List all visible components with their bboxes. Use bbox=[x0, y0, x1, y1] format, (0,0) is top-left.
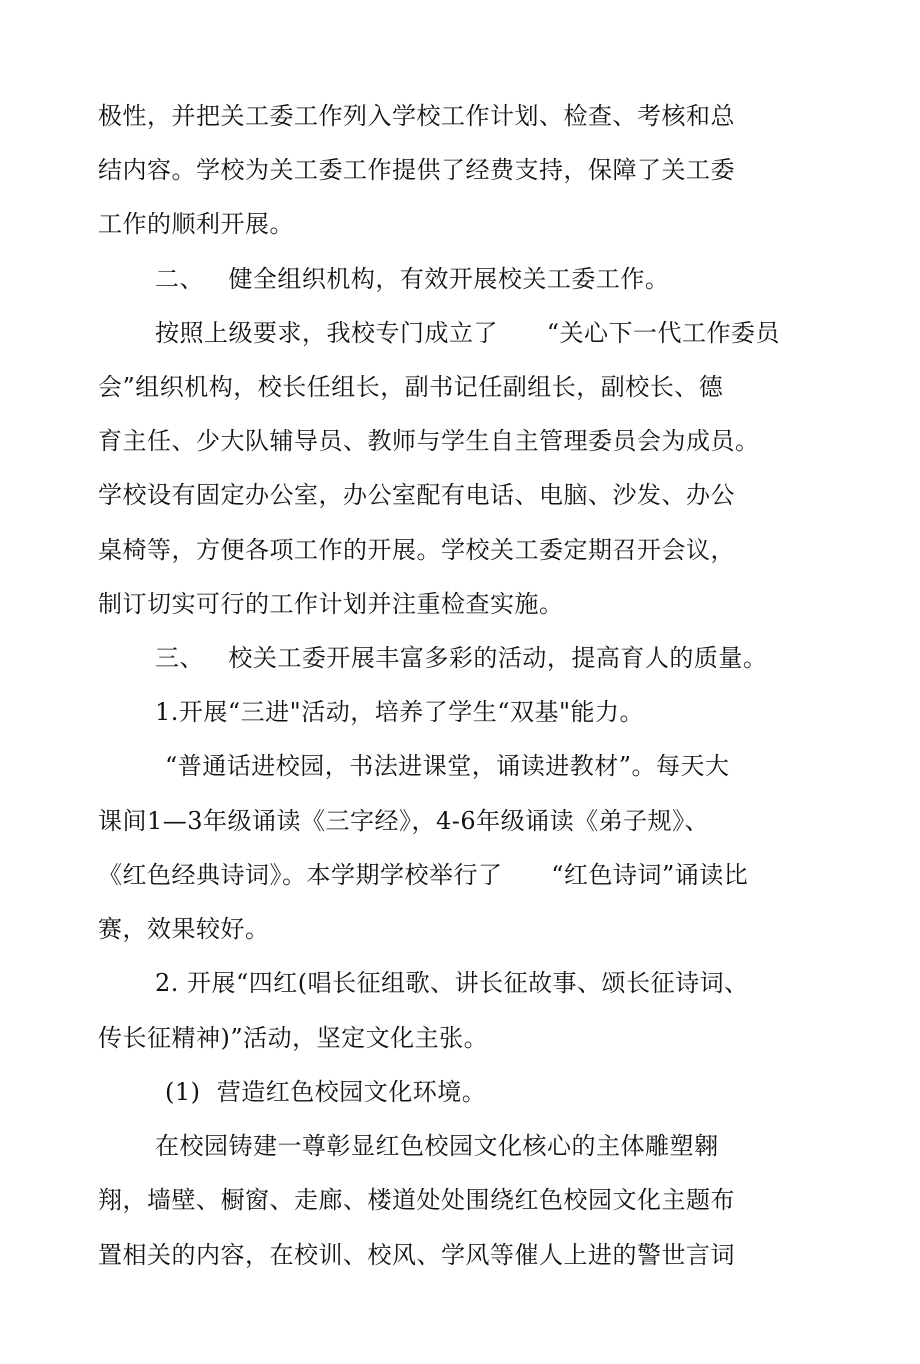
subsection-heading: 2. 开展“四红(唱长征组歌、讲长征故事、颂长征诗词、 bbox=[155, 969, 749, 997]
text-line: 按照上级要求，我校专门成立了 “关心下一代工作委员 bbox=[155, 319, 781, 347]
text-line: 赛，效果较好。 bbox=[98, 915, 270, 943]
text-line: 育主任、少大队辅导员、教师与学生自主管理委员会为成员。 bbox=[98, 427, 760, 455]
text-line: 传长征精神)”活动，坚定文化主张。 bbox=[98, 1024, 489, 1052]
text-line: 《红色经典诗词》。本学期学校举行了 “红色诗词”诵读比 bbox=[98, 861, 749, 889]
text-line: 桌椅等，方便各项工作的开展。学校关工委定期召开会议， bbox=[98, 536, 735, 564]
text-line: 在校园铸建一尊彰显红色校园文化核心的主体雕塑翱 bbox=[155, 1132, 719, 1160]
text-line: 制订切实可行的工作计划并注重检查实施。 bbox=[98, 590, 564, 618]
text-line: 置相关的内容，在校训、校风、学风等催人上进的警世言词 bbox=[98, 1241, 735, 1269]
text-line: 学校设有固定办公室，办公室配有电话、电脑、沙发、办公 bbox=[98, 481, 735, 509]
text-line: 会”组织机构，校长任组长，副书记任副组长，副校长、德 bbox=[98, 373, 724, 401]
text-line: 结内容。学校为关工委工作提供了经费支持，保障了关工委 bbox=[98, 156, 735, 184]
text-line: 翔，墙壁、橱窗、走廊、楼道处处围绕红色校园文化主题布 bbox=[98, 1186, 735, 1214]
text-line: “普通话进校园，书法进课堂，诵读进教材”。每天大 bbox=[165, 752, 730, 780]
section-heading: 三、 校关工委开展丰富多彩的活动，提高育人的质量。 bbox=[155, 644, 768, 672]
text-line: 极性，并把关工委工作列入学校工作计划、检查、考核和总 bbox=[98, 102, 735, 130]
subsection-heading: (1) 营造红色校园文化环境。 bbox=[165, 1078, 487, 1106]
text-line: 课间1—3年级诵读《三字经》，4-6年级诵读《弟子规》、 bbox=[98, 807, 710, 835]
subsection-heading: 1.开展“三进"活动，培养了学生“双基"能力。 bbox=[155, 698, 645, 726]
text-line: 工作的顺利开展。 bbox=[98, 210, 294, 238]
section-heading: 二、 健全组织机构，有效开展校关工委工作。 bbox=[155, 265, 670, 293]
